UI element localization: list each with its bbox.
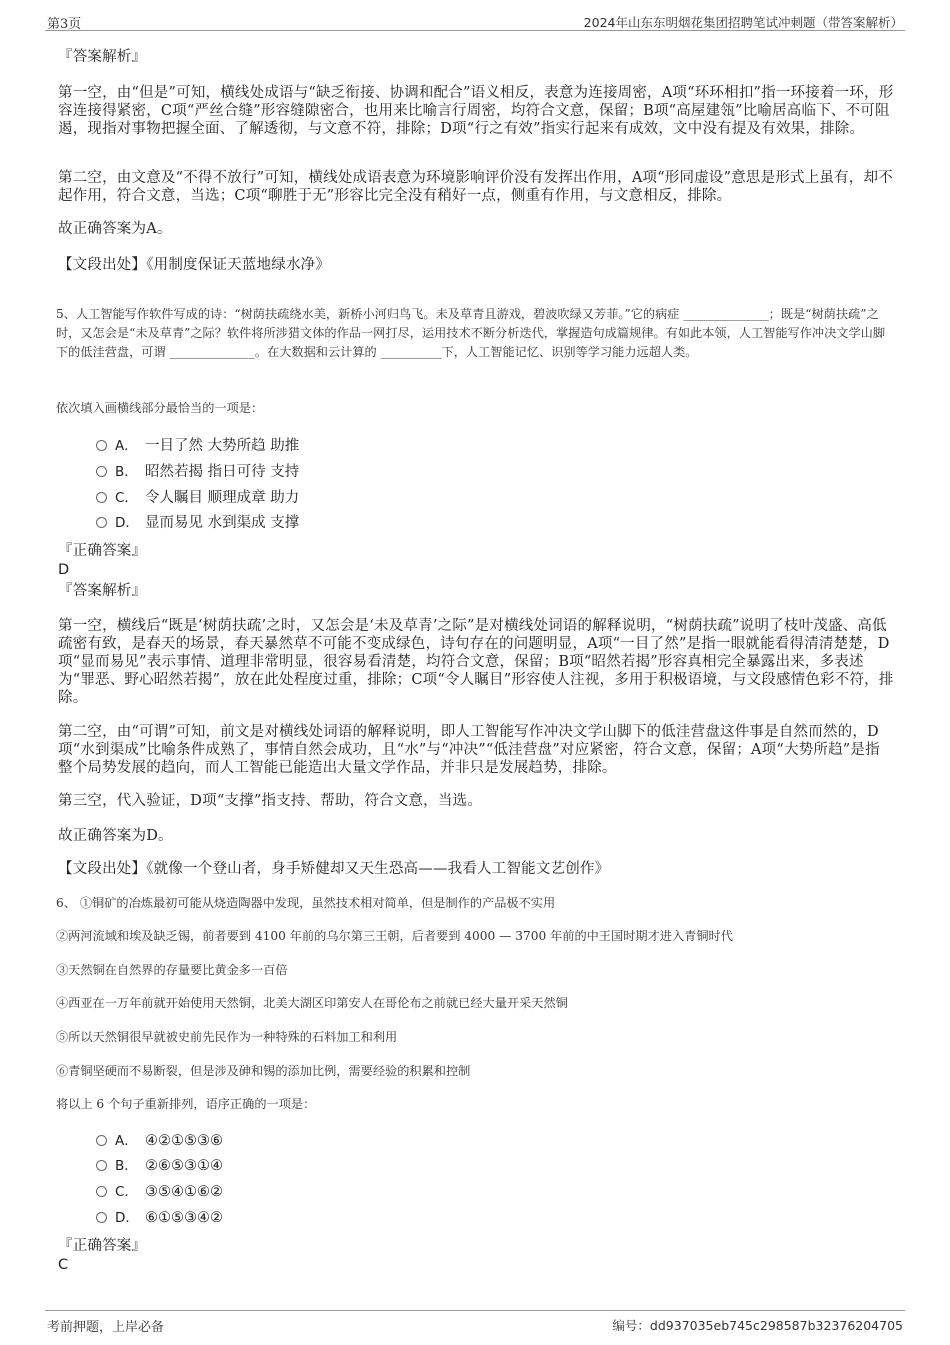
- q5-conclusion: 故正确答案为D。: [58, 828, 173, 844]
- document-title: 2024年山东东明烟花集团招聘笔试冲刺题（带答案解析）: [583, 15, 903, 30]
- q5-answer: D: [58, 562, 70, 578]
- footer-slogan: 考前押题，上岸必备: [47, 1320, 165, 1335]
- q4-analysis-title: 『答案解析』: [58, 49, 147, 65]
- page-number: 第3页: [47, 17, 82, 32]
- q5-analysis-p2: 第二空，由“可谓”可知，前文是对横线处词语的解释说明，即人工智能写作冲决文学山脚下的低洼营盘这件事是自然而然的，D项“水到渠成”比喻条件成熟了，事情自然会成功，且“水”与“冲决”“低洼营盘”对应紧密，符合文意，保留；A项“大势所趋”是指整个局势发展的趋向，而人工智能已能造出大量文学作品，并非只是发展趋势，排除。: [58, 724, 880, 776]
- page-header: [45, 10, 905, 31]
- q5-prompt: 依次填入画横线部分最恰当的一项是：: [56, 401, 264, 415]
- q5-option-d[interactable]: D． 显而易见 水到渠成 支撑: [96, 514, 299, 532]
- radio-icon[interactable]: [96, 440, 107, 451]
- q6-answer-title: 『正确答案』: [58, 1238, 147, 1254]
- q6-option-c[interactable]: C． ③⑤④①⑥②: [96, 1183, 223, 1201]
- q6-sentence-4: ④西亚在一万年前就开始使用天然铜，北美大湖区印第安人在哥伦布之前就已经大量开采天然铜: [56, 996, 568, 1010]
- radio-icon[interactable]: [96, 492, 107, 503]
- footer-serial: 编号：dd937035eb745c298587b32376204705: [612, 1318, 903, 1333]
- q4-conclusion: 故正确答案为A。: [58, 221, 172, 237]
- q6-sentence-2: ②两河流域和埃及缺乏锡，前者要到 4100 年前的乌尔第三王朝，后者要到 4000 — 3700 年前的中王国时期才进入青铜时代: [56, 929, 733, 943]
- q4-analysis-p1: 第一空，由“但是”可知，横线处成语与“缺乏衔接、协调和配合”语义相反，表意为连接周密，A项“环环相扣”指一环接着一环，形容连接得紧密，C项“严丝合缝”形容缝隙密合，也用来比喻言行周密，均符合文意，保留；B项“高屋建瓴”比喻居高临下、不可阻遏，现指对事物把握全面、了解透彻，与文意不符，排除；D项“行之有效”指实行起来有成效，文中没有提及有效果，排除。: [58, 85, 894, 137]
- q6-option-b[interactable]: B． ②⑥⑤③①④: [96, 1157, 223, 1175]
- q5-stem: 5、人工智能写作软件写成的诗：“树荫扶疏绕水美，新桥小河归鸟飞。未及草青且游戏，碧波吹绿又芳菲。”它的病症 ______________；既是“树荫扶疏”之时，又怎会是“未及草青”之际？软件将所涉猎文体的作品一网打尽，运用技术不断分析迭代，掌握造句成篇规律。有如此本领，人工智能写作冲决文学山脚下的低洼营盘，可谓 ______________。在大数据和云计算的 __________下，人工智能记忆、识别等学习能力远超人类。: [56, 307, 886, 359]
- q6-sentence-1: 6、 ①铜矿的冶炼最初可能从烧造陶器中发现，虽然技术相对简单，但是制作的产品极不实用: [56, 896, 556, 910]
- radio-icon[interactable]: [96, 517, 107, 528]
- q6-sentence-5: ⑤所以天然铜很早就被史前先民作为一种特殊的石料加工和利用: [56, 1030, 398, 1044]
- q5-option-b[interactable]: B． 昭然若揭 指日可待 支持: [96, 463, 299, 481]
- q5-analysis-p3: 第三空，代入验证，D项“支撑”指支持、帮助，符合文意，当选。: [58, 793, 482, 809]
- q5-option-a[interactable]: A． 一目了然 大势所趋 助推: [96, 437, 299, 455]
- q6-option-a[interactable]: A． ④②①⑤③⑥: [96, 1132, 223, 1150]
- radio-icon[interactable]: [96, 1135, 107, 1146]
- radio-icon[interactable]: [96, 1160, 107, 1171]
- q5-analysis-p1: 第一空，横线后“既是‘树荫扶疏’之时，又怎会是‘未及草青’之际”是对横线处词语的解释说明，“树荫扶疏”说明了枝叶茂盛、高低疏密有致，是春天的场景，春天暴然草不可能不变成绿色，诗句存在的问题明显，A项“一目了然”是指一眼就能看得清清楚楚，D项“显而易见”表示事情、道理非常明显，很容易看清楚，均符合文意，保留；B项“昭然若揭”形容真相完全暴露出来，多表述为“罪恶、野心昭然若揭”，放在此处程度过重，排除；C项“令人瞩目”形容使人注视，多用于积极语境，与文段感情色彩不符，排除。: [58, 618, 894, 706]
- radio-icon[interactable]: [96, 1186, 107, 1197]
- q6-prompt: 将以上 6 个句子重新排列，语序正确的一项是：: [56, 1097, 316, 1111]
- q4-source: 【文段出处】《用制度保证天蓝地绿水净》: [58, 257, 331, 273]
- q4-analysis-p2: 第二空，由文意及“不得不放行”可知，横线处成语表意为环境影响评价没有发挥出作用，A项“形同虚设”意思是形式上虽有，却不起作用，符合文意，当选；C项“聊胜于无”形容比完全没有稍好一点，侧重有作用，与文意相反，排除。: [58, 170, 893, 204]
- q5-option-c[interactable]: C． 令人瞩目 顺理成章 助力: [96, 489, 299, 507]
- radio-icon[interactable]: [96, 1212, 107, 1223]
- q6-sentence-6: ⑥青铜坚硬而不易断裂，但是涉及砷和锡的添加比例，需要经验的积累和控制: [56, 1064, 471, 1078]
- q6-option-d[interactable]: D． ⑥①⑤③④②: [96, 1209, 223, 1227]
- q5-answer-title: 『正确答案』: [58, 543, 147, 559]
- q5-source: 【文段出处】《就像一个登山者，身手矫健却又天生恐高——我看人工智能文艺创作》: [58, 861, 610, 877]
- q6-sentence-3: ③天然铜在自然界的存量要比黄金多一百倍: [56, 963, 288, 977]
- radio-icon[interactable]: [96, 466, 107, 477]
- page-footer: [45, 1310, 905, 1333]
- q6-answer: C: [58, 1257, 69, 1273]
- q5-analysis-title: 『答案解析』: [58, 583, 147, 599]
